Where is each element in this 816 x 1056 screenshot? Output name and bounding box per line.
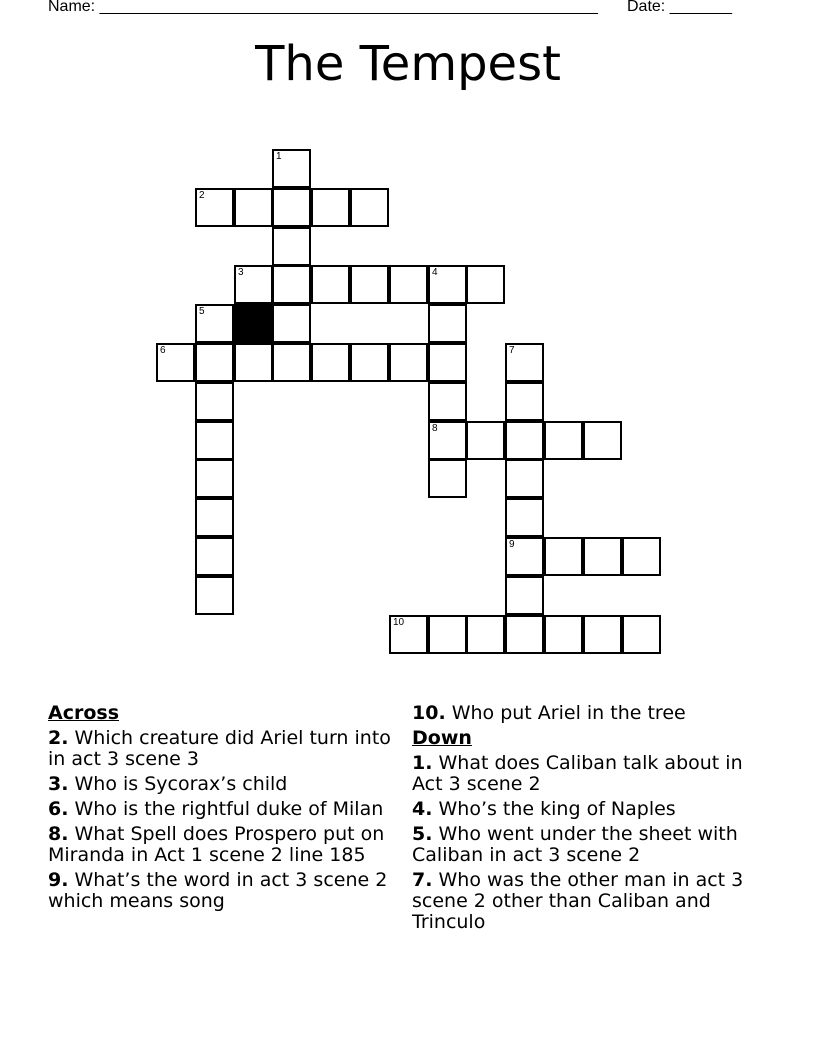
- clue-text: Who went under the sheet with Caliban in act 3 scene 2: [412, 823, 738, 866]
- grid-cell[interactable]: [195, 576, 234, 615]
- clue-number: 2.: [48, 727, 69, 749]
- grid-cell[interactable]: [272, 304, 311, 343]
- clue-number: 5.: [412, 823, 433, 845]
- cell-number: 9: [509, 539, 515, 550]
- grid-cell[interactable]: [583, 615, 622, 654]
- grid-cell[interactable]: [272, 149, 311, 188]
- grid-cell[interactable]: [544, 537, 583, 576]
- grid-cell[interactable]: [428, 265, 467, 304]
- across-clue-6: [48, 799, 408, 820]
- clue-number: 10.: [412, 702, 446, 724]
- clue-text: Which creature did Ariel turn into in act 3 scene 3: [48, 727, 391, 770]
- clue-text: Who is Sycorax’s child: [68, 773, 288, 795]
- grid-cell[interactable]: [505, 382, 544, 421]
- down-clue-5: [412, 824, 752, 866]
- grid-cell[interactable]: [505, 498, 544, 537]
- grid-cell[interactable]: [195, 537, 234, 576]
- across-clue-2: [48, 728, 408, 770]
- grid-cell[interactable]: [389, 265, 428, 304]
- grid-cell[interactable]: [505, 615, 544, 654]
- across-clue-3: [48, 774, 408, 795]
- grid-cell[interactable]: [428, 615, 467, 654]
- clue-text: What does Caliban talk about in Act 3 scene 2: [412, 752, 743, 795]
- grid-cell[interactable]: [195, 421, 234, 460]
- cell-number: 10: [393, 617, 405, 628]
- grid-cell[interactable]: [389, 615, 428, 654]
- clue-number: 4.: [412, 798, 433, 820]
- grid-cell[interactable]: [195, 188, 234, 227]
- grid-cell[interactable]: [195, 459, 234, 498]
- grid-cell[interactable]: [505, 576, 544, 615]
- grid-cell[interactable]: [311, 343, 350, 382]
- grid-cell[interactable]: [311, 265, 350, 304]
- grid-cell[interactable]: [234, 188, 273, 227]
- grid-cell[interactable]: [350, 343, 389, 382]
- grid-cell[interactable]: [428, 343, 467, 382]
- clues-right-column: [412, 703, 752, 937]
- grid-cell[interactable]: [428, 421, 467, 460]
- grid-cell[interactable]: [622, 615, 661, 654]
- grid-cell[interactable]: [234, 265, 273, 304]
- blocked-cell: [234, 304, 273, 343]
- clue-number: 1.: [412, 752, 433, 774]
- down-clue-7: [412, 870, 752, 933]
- grid-cell[interactable]: [428, 304, 467, 343]
- across-heading: Across: [48, 702, 120, 724]
- clue-text: Who’s the king of Naples: [432, 798, 676, 820]
- cell-number: 4: [432, 267, 438, 278]
- grid-cell[interactable]: [272, 265, 311, 304]
- clue-text: What Spell does Prospero put on Miranda in Act 1 scene 2 line 185: [48, 823, 385, 866]
- clue-text: Who was the other man in act 3 scene 2 other than Caliban and Trinculo: [412, 869, 744, 933]
- clue-number: 6.: [48, 798, 69, 820]
- clue-number: 9.: [48, 869, 69, 891]
- grid-cell[interactable]: [505, 537, 544, 576]
- cell-number: 7: [509, 345, 515, 356]
- cell-number: 8: [432, 423, 438, 434]
- clue-number: 3.: [48, 773, 69, 795]
- grid-cell[interactable]: [195, 498, 234, 537]
- name-field[interactable]: Name: ________________________________________________________: [48, 0, 598, 15]
- grid-cell[interactable]: [544, 421, 583, 460]
- down-heading: Down: [412, 727, 472, 749]
- cell-number: 2: [199, 190, 205, 201]
- grid-cell[interactable]: [505, 343, 544, 382]
- down-clue-4: [412, 799, 752, 820]
- grid-cell[interactable]: [622, 537, 661, 576]
- clue-text: Who is the rightful duke of Milan: [68, 798, 384, 820]
- clue-number: 7.: [412, 869, 433, 891]
- across-clue-8: [48, 824, 408, 866]
- grid-cell[interactable]: [272, 188, 311, 227]
- grid-cell[interactable]: [544, 615, 583, 654]
- grid-cell[interactable]: [156, 343, 195, 382]
- clue-text: What’s the word in act 3 scene 2 which means song: [48, 869, 388, 912]
- grid-cell[interactable]: [272, 343, 311, 382]
- down-clue-1: [412, 753, 752, 795]
- grid-cell[interactable]: [583, 537, 622, 576]
- grid-cell[interactable]: [466, 615, 505, 654]
- cell-number: 1: [276, 151, 282, 162]
- grid-cell[interactable]: [389, 343, 428, 382]
- grid-cell[interactable]: [272, 227, 311, 266]
- cell-number: 3: [238, 267, 244, 278]
- grid-cell[interactable]: [428, 459, 467, 498]
- grid-cell[interactable]: [428, 382, 467, 421]
- date-field[interactable]: Date: _______: [627, 0, 732, 15]
- grid-cell[interactable]: [505, 421, 544, 460]
- grid-cell[interactable]: [350, 188, 389, 227]
- grid-cell[interactable]: [466, 265, 505, 304]
- grid-cell[interactable]: [350, 265, 389, 304]
- page-title: The Tempest: [255, 36, 561, 92]
- cell-number: 6: [160, 345, 166, 356]
- grid-cell[interactable]: [234, 343, 273, 382]
- grid-cell[interactable]: [505, 459, 544, 498]
- across-clue-10: [412, 703, 752, 724]
- grid-cell[interactable]: [583, 421, 622, 460]
- clue-text: Who put Ariel in the tree: [445, 702, 686, 724]
- clue-number: 8.: [48, 823, 69, 845]
- grid-cell[interactable]: [195, 304, 234, 343]
- grid-cell[interactable]: [195, 343, 234, 382]
- grid-cell[interactable]: [311, 188, 350, 227]
- clues-left-column: [48, 703, 408, 916]
- grid-cell[interactable]: [195, 382, 234, 421]
- across-clue-9: [48, 870, 408, 912]
- grid-cell[interactable]: [466, 421, 505, 460]
- cell-number: 5: [199, 306, 205, 317]
